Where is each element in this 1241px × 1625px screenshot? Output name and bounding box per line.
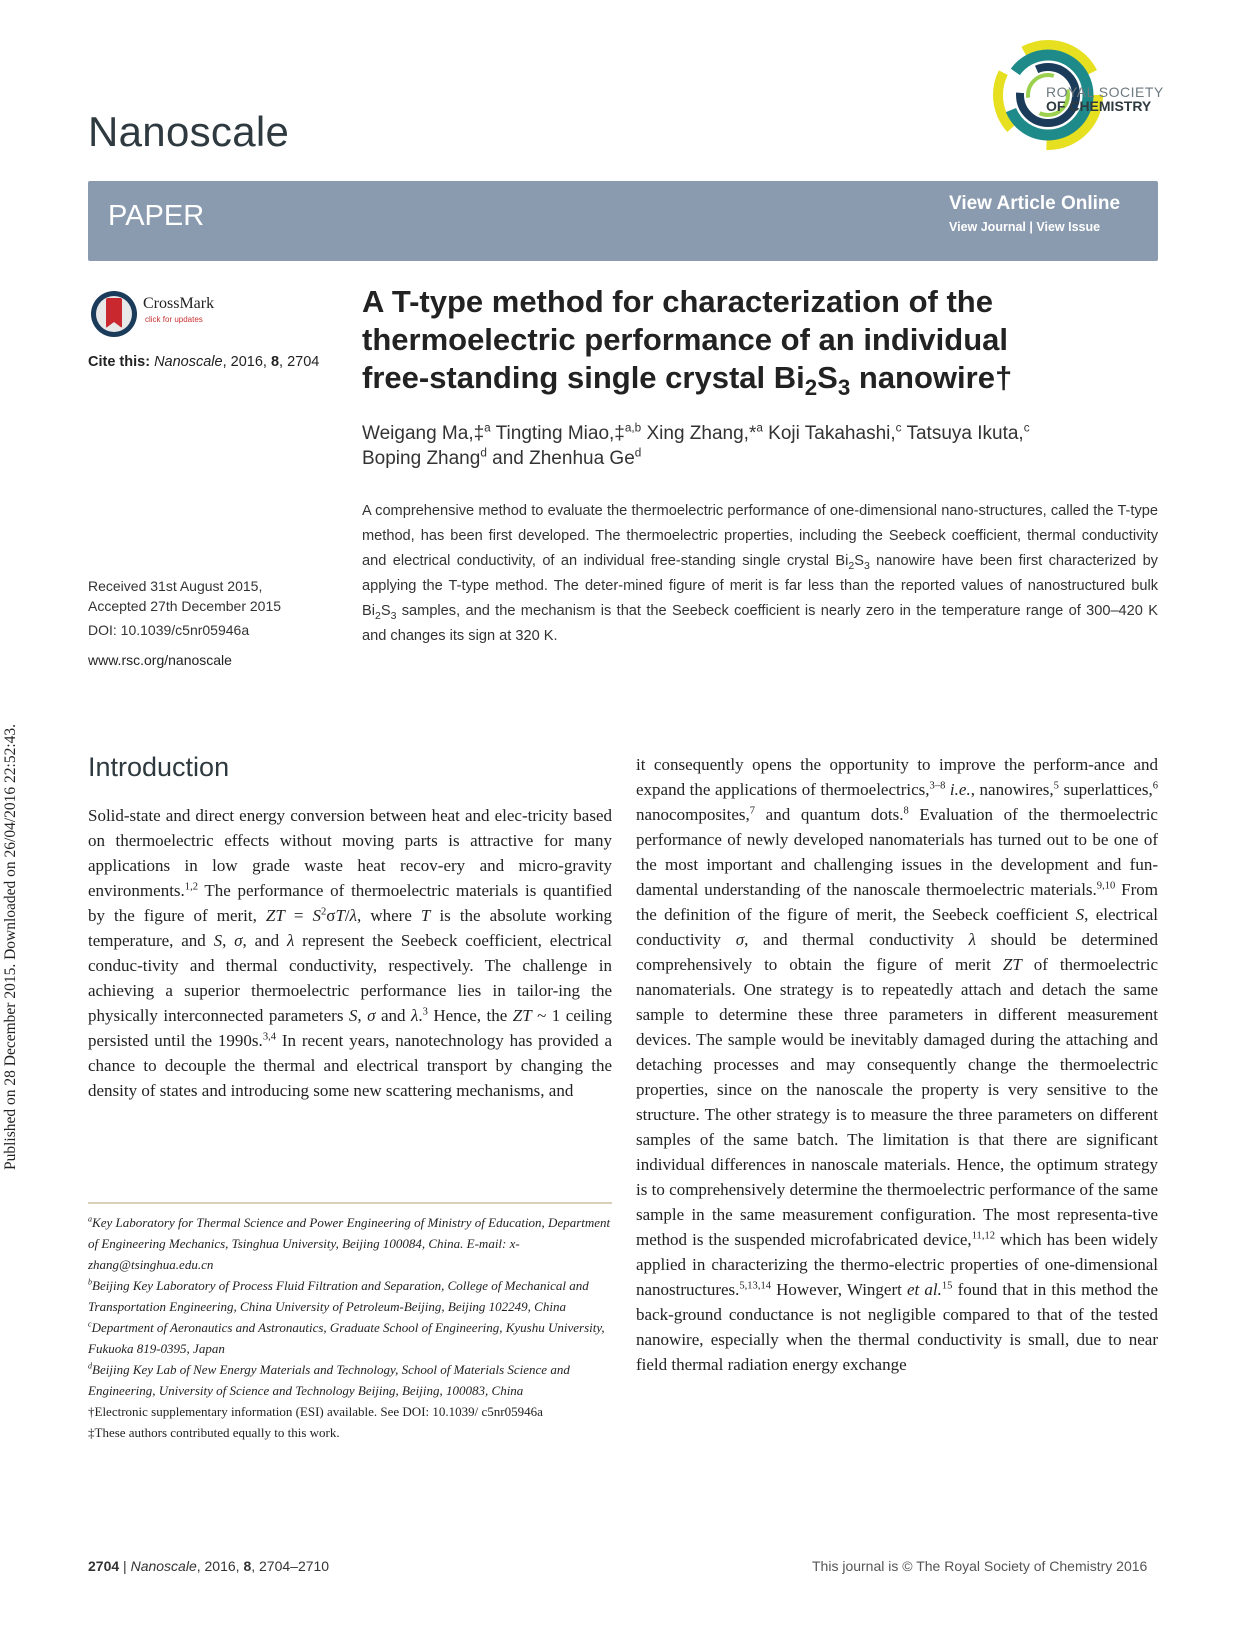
journal-url[interactable]: www.rsc.org/nanoscale	[88, 652, 232, 668]
cite-volume: 8	[270, 354, 280, 370]
cite-journal: Nanoscale	[154, 354, 223, 370]
citation-ref[interactable]: 5,13,14	[739, 1280, 771, 1292]
cite-page: , 2704	[279, 354, 320, 370]
citation-ref[interactable]: 11,12	[971, 1230, 995, 1242]
journal-title[interactable]: Nanoscale	[88, 108, 290, 155]
citation-ref[interactable]: 9,10	[1096, 880, 1116, 892]
footnote-d: $^d$Beijing Key Lab of New Energy Materials and Technology, School of Materials Science and Engineering, University of Science and Technology Beijing, Beijing, 100083, China	[88, 1361, 570, 1398]
body-column-left: Solid-state and direct energy conversion between heat and elec-tricity based on thermoelectric effects without moving parts is attractive for many applications in low grade waste heat recov-ery and micro-gravity environments.$^{1,2}$ The performance of thermoelectric materials is quantified by the figure of merit, ZT = $S^2\sigma T/\lambda$, where T is the absolute working temperature, and S, σ, and λ represent the Seebeck coefficient, electrical conduc-tivity and thermal conductivity, respectively. The challenge in achieving a superior thermoelectric performance lies in tailor-ing the physically interconnected parameters S, σ and λ.$^3$ Hence, the ZT ~ 1 ceiling persisted until the 1990s.$^{3,4}$ In recent years, nanotechnology has provided a chance to decouple the thermal and electrical transport by changing the density of states and introducing some new scattering mechanisms, and	[88, 806, 613, 1100]
footnote-b: $^b$Beijing Key Laboratory of Process Fluid Filtration and Separation, College of Mechanical and Transportation Engineering, China University of Petroleum-Beijing, Beijing 102249, China	[88, 1277, 589, 1314]
footnote-divider	[88, 1202, 612, 1204]
view-issue-link[interactable]: View Issue	[1036, 220, 1101, 234]
abstract: A comprehensive method to evaluate the thermoelectric performance of one-dimensional nano-structures, called the T-type method, has been first developed. The thermoelectric properties, including the Seebeck coefficient, thermal conductivity and electrical conductivity, of an individual free-standing single crystal $Bi_2S_3$ nanowire have been first characterized by applying the T-type method. The deter-mined figure of merit is far less than the reported values of nanostructured bulk $Bi_2S_3$ samples, and the mechanism is that the Seebeck coefficient is nearly zero in the temperature range of 300–420 K and changes its sign at 320 K.	[362, 503, 1158, 644]
citation-ref[interactable]: 1,2	[184, 881, 198, 893]
article-doi[interactable]: DOI: 10.1039/c5nr05946a	[88, 622, 250, 638]
view-journal-link[interactable]: View Journal	[949, 220, 1026, 234]
cite-prefix: Cite this:	[88, 354, 151, 370]
article-title	[362, 283, 1102, 401]
section-heading-introduction: Introduction	[88, 752, 230, 782]
footnote-esi[interactable]: †Electronic supplementary information (ESI) available. See DOI: 10.1039/ c5nr05946a	[88, 1404, 543, 1419]
citation-ref[interactable]: 8	[903, 805, 909, 817]
footer-citation: 2704 | Nanoscale, 2016, 8, 2704–2710	[88, 1558, 330, 1574]
view-journal-issue-links	[949, 220, 1100, 234]
article-dates	[88, 576, 281, 616]
citation-ref[interactable]: 3	[422, 1006, 428, 1018]
footer-copyright: This journal is © The Royal Society of Chemistry 2016	[812, 1558, 1148, 1574]
accepted-date: Accepted 27th December 2015	[88, 598, 282, 614]
title-line-2: thermoelectric performance of an individual	[362, 322, 1008, 357]
view-article-online-link[interactable]: View Article Online	[949, 193, 1121, 214]
crossmark-sublabel[interactable]: click for updates	[145, 315, 203, 324]
citation-ref[interactable]: 7	[749, 805, 756, 817]
footnote-a: $^a$Key Laboratory for Thermal Science and Power Engineering of Ministry of Education, Department of Engineering Mechanics, Tsinghua University, Beijing 100084, China. E-mail: x-zhang@tsinghua.edu.cn	[88, 1214, 611, 1272]
affiliation-footnotes	[88, 1212, 612, 1443]
citation-ref[interactable]: 3,4	[262, 1031, 276, 1043]
received-date: Received 31st August 2015,	[88, 578, 263, 594]
cite-this	[88, 354, 319, 370]
footnote-c: $^c$Department of Aeronautics and Astronautics, Graduate School of Engineering, Kyushu University, Fukuoka 819-0395, Japan	[88, 1319, 605, 1356]
title-line-1: A T-type method for characterization of the	[362, 284, 993, 319]
rsc-logo-line2: OF CHEMISTRY	[1046, 98, 1152, 114]
cite-year: , 2016,	[222, 354, 271, 370]
publication-sidebar: Published on 28 December 2015. Downloaded on 26/04/2016 22:52:43.	[2, 723, 19, 1170]
link-separator: |	[1029, 220, 1033, 234]
citation-ref[interactable]: 5	[1053, 780, 1059, 792]
title-line-3: free-standing single crystal $Bi_2S_3$ nanowire†	[362, 360, 1013, 401]
citation-ref[interactable]: 15	[941, 1280, 953, 1292]
rsc-logo-line1: ROYAL SOCIETY	[1046, 84, 1164, 100]
author-list: Weigang Ma,‡$^a$ Tingting Miao,‡$^{a,b}$ Xing Zhang,*$^a$ Koji Takahashi,$^c$ Tatsuya Ikuta,$^c$ Boping Zhang$^d$ and Zhenhua Ge$^d$	[362, 421, 1030, 469]
body-column-right: it consequently opens the opportunity to improve the perform-ance and expand the applications of thermoelectrics,$^{3-8}$ i.e., nanowires,$^5$ superlattices,$^6$ nanocomposites,$^7$ and quantum dots.$^8$ Evaluation of the thermoelectric performance of newly developed nanomaterials has turned out to be one of the most important and challenging issues in the development and fun-damental understanding of the nanoscale thermoelectric materials.$^{9,10}$ From the definition of the figure of merit, the Seebeck coefficient S, electrical conductivity σ, and thermal conductivity λ should be determined comprehensively to obtain the figure of merit ZT of thermoelectric nanomaterials. One strategy is to repeatedly attach and detach the same sample to determine these three parameters in different measurement devices. The sample would be inevitably damaged during the attaching and detaching processes and may consequently change the thermoelectric properties, since on the nanoscale the property is very sensitive to the structure. The other strategy is to measure the three parameters on different samples of the same batch. The limitation is that there are significant individual differences in nanoscale materials. Hence, the optimum strategy is to comprehensively determine the thermoelectric performance of the same sample in the same measurement configuration. The most representa-tive method is the suspended microfabricated device,$^{11,12}$ which has been widely applied in characterizing the thermo-electric properties of one-dimensional nanostructures.$^{5,13,14}$ However, Wingert et al.$^{15}$ found that in this method the back-ground conductance is not negligible compared to that of the tested nanowire, especially when the thermal conductivity is small, due to near field thermal radiation energy exchange	[636, 755, 1159, 1374]
citation-ref[interactable]: 3–8	[929, 780, 946, 792]
article-type-label: PAPER	[108, 200, 205, 232]
crossmark-label[interactable]: CrossMark	[143, 295, 215, 312]
page-number: 2704	[88, 1558, 120, 1574]
footnote-equal-contribution: ‡These authors contributed equally to this work.	[88, 1425, 340, 1440]
citation-ref[interactable]: 6	[1152, 780, 1158, 792]
